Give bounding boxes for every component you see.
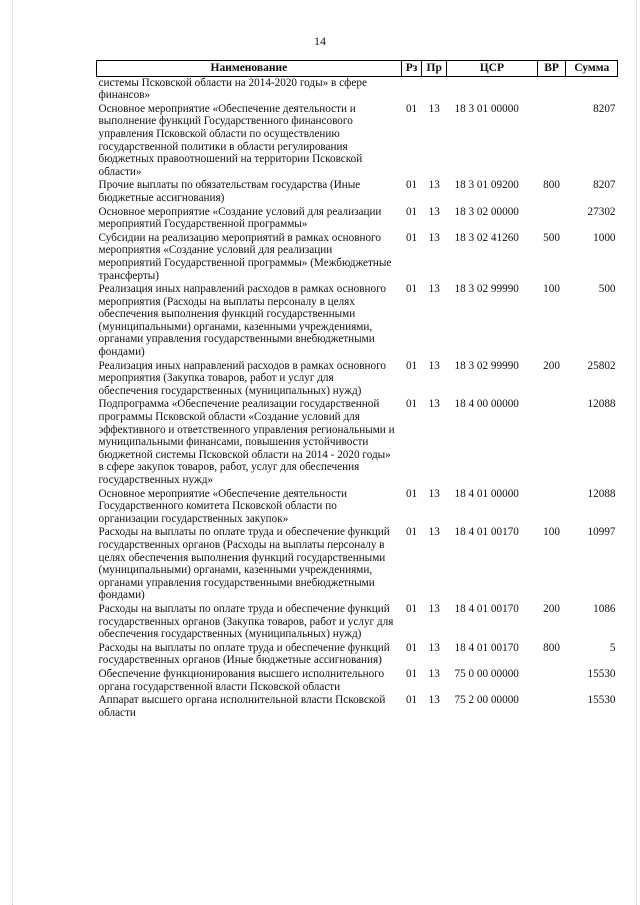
table-row [97,642,618,668]
row-rz: 01 [405,694,418,707]
row-pr: 13 [428,205,440,218]
row-csr: 18 3 02 41260 [454,231,519,244]
row-pr: 13 [428,602,440,615]
row-sum [566,76,618,103]
row-vr: 200 [543,359,560,372]
row-name: Основное мероприятие «Обеспечение деятельности и выполнение функций Государственного финансового управления Псковской области по осуществлению государственной политики в области регулирования бюджетных правоотношений на территории Псковской области» [98,102,363,178]
row-pr: 13 [428,641,440,654]
table-row [97,694,618,720]
table-row [97,488,618,527]
row-rz: 01 [405,641,418,654]
header-sum: Сумма [566,61,618,77]
row-name: Расходы на выплаты по оплате труда и обеспечение функций государственных органов (Закупка товаров, работ и услуг для обеспечения государственных (муниципальных) нужд) [98,602,394,641]
page-number: 14 [314,34,326,48]
row-name: Подпрограмма «Обеспечение реализации государственной программы Псковской области «Создание условий для эффективного и ответственного управления региональными и муниципальными финансами, повышения устойчивости бюджетной системы Псковской области на 2014 - 2020 годы» в сфере закупок товаров, работ, услуг для обеспечения государственных нужд» [98,398,395,486]
row-sum: 12088 [587,487,616,500]
row-rz: 01 [405,487,418,500]
row-pr: 13 [428,359,440,372]
row-vr [537,76,566,103]
row-sum: 1086 [593,602,616,615]
row-name: Основное мероприятие «Обеспечение деятельности Государственного комитета Псковской области по организации государственных закупок» [98,487,347,525]
table-row [97,179,618,205]
row-csr: 18 4 01 00000 [454,487,519,500]
table-row [97,283,618,360]
row-sum: 15530 [587,694,616,707]
row-sum: 27302 [587,205,616,218]
row-vr: 100 [543,526,560,539]
row-pr: 13 [428,283,440,296]
row-csr [447,76,538,103]
row-name: Прочие выплаты по обязательствам государства (Иные бюджетные ассигнования) [98,179,361,204]
scan-margin-left [12,0,14,905]
row-sum: 25802 [587,359,616,372]
row-name: Аппарат высшего органа исполнительной власти Псковской области [98,694,386,719]
row-vr [537,206,566,232]
row-csr: 75 2 00 00000 [454,694,519,707]
budget-table [96,60,618,720]
scan-margin-right [636,0,638,905]
row-csr: 18 4 00 00000 [454,398,519,411]
budget-table-container [96,60,618,720]
row-pr: 13 [428,398,440,411]
header-vr: ВР [537,61,566,77]
row-csr: 18 3 02 99990 [454,283,519,296]
row-vr [537,488,566,527]
row-rz: 01 [405,205,418,218]
row-csr: 18 4 01 00170 [454,526,519,539]
row-vr [537,103,566,180]
table-row [97,360,618,399]
row-csr: 18 4 01 00170 [454,602,519,615]
row-csr: 18 3 01 09200 [454,179,519,192]
row-name: Субсидии на реализацию мероприятий в рамках основного мероприятия «Создание условий для реализации мероприятий Государственной программы» (Межбюджетные трансферты) [98,231,392,282]
row-rz: 01 [405,283,418,296]
table-row [97,103,618,180]
table-row [97,232,618,283]
row-name: Реализация иных направлений расходов в рамках основного мероприятия (Расходы на выплаты персоналу в целях обеспечения выполнения функций государственными (муниципальными) органами, казенными учреждениями, органами управления государственными внебюджетными фондами) [98,283,386,359]
table-row [97,76,618,103]
row-sum: 10997 [587,526,616,539]
row-rz: 01 [405,526,418,539]
row-sum: 1000 [593,231,616,244]
header-row [97,61,618,77]
row-vr: 800 [543,179,560,192]
row-vr [537,694,566,720]
row-name: системы Псковской области на 2014-2020 годы» в сфере финансов» [98,76,367,102]
row-csr: 18 3 01 00000 [454,102,519,115]
row-csr: 18 3 02 00000 [454,205,519,218]
row-vr: 100 [543,283,560,296]
row-rz: 01 [405,359,418,372]
row-vr: 200 [543,602,560,615]
row-name: Основное мероприятие «Создание условий для реализации мероприятий Государственной программы» [98,205,382,231]
header-rz: Рз [401,61,422,77]
row-vr: 500 [543,231,560,244]
row-sum: 5 [609,641,616,654]
row-pr: 13 [428,667,440,680]
row-rz: 01 [405,231,418,244]
row-name: Расходы на выплаты по оплате труда и обеспечение функций государственных органов (Иные бюджетные ассигнования) [98,641,390,667]
row-pr: 13 [428,102,440,115]
table-header [97,61,618,77]
header-name: Наименование [97,61,402,77]
table-row [97,668,618,694]
header-pr: Пр [422,61,447,77]
row-vr: 800 [543,641,560,654]
row-sum: 8207 [593,179,616,192]
row-name: Реализация иных направлений расходов в рамках основного мероприятия (Закупка товаров, работ и услуг для обеспечения государственных (муниципальных) нужд) [98,359,386,397]
table-row [97,398,618,487]
row-name: Обеспечение функционирования высшего исполнительного органа государственной власти Псковской области [98,667,385,693]
header-csr: ЦСР [447,61,538,77]
row-pr: 13 [428,694,440,707]
row-sum: 15530 [587,667,616,680]
row-sum: 8207 [593,102,616,115]
row-rz: 01 [405,102,418,115]
table-row [97,206,618,232]
row-pr: 13 [428,526,440,539]
row-rz: 01 [405,602,418,615]
row-rz: 01 [405,667,418,680]
row-pr: 13 [428,487,440,500]
row-vr [537,668,566,694]
row-sum: 12088 [587,398,616,411]
row-pr [422,76,447,103]
row-name: Расходы на выплаты по оплате труда и обеспечение функций государственных органов (Расходы на выплаты персоналу в целях обеспечения выполнения функций государственными (муниципальными) органами, казенными учреждениями, органами управления государственными внебюджетными фондами) [98,526,390,602]
row-vr [537,398,566,487]
table-row [97,526,618,603]
row-rz [401,76,422,103]
row-rz: 01 [405,179,418,192]
row-csr: 75 0 00 00000 [454,667,519,680]
row-csr: 18 3 02 99990 [454,359,519,372]
row-rz: 01 [405,398,418,411]
table-body [97,76,618,720]
row-sum: 500 [598,283,616,296]
row-pr: 13 [428,179,440,192]
row-pr: 13 [428,231,440,244]
row-csr: 18 4 01 00170 [454,641,519,654]
table-row [97,603,618,642]
